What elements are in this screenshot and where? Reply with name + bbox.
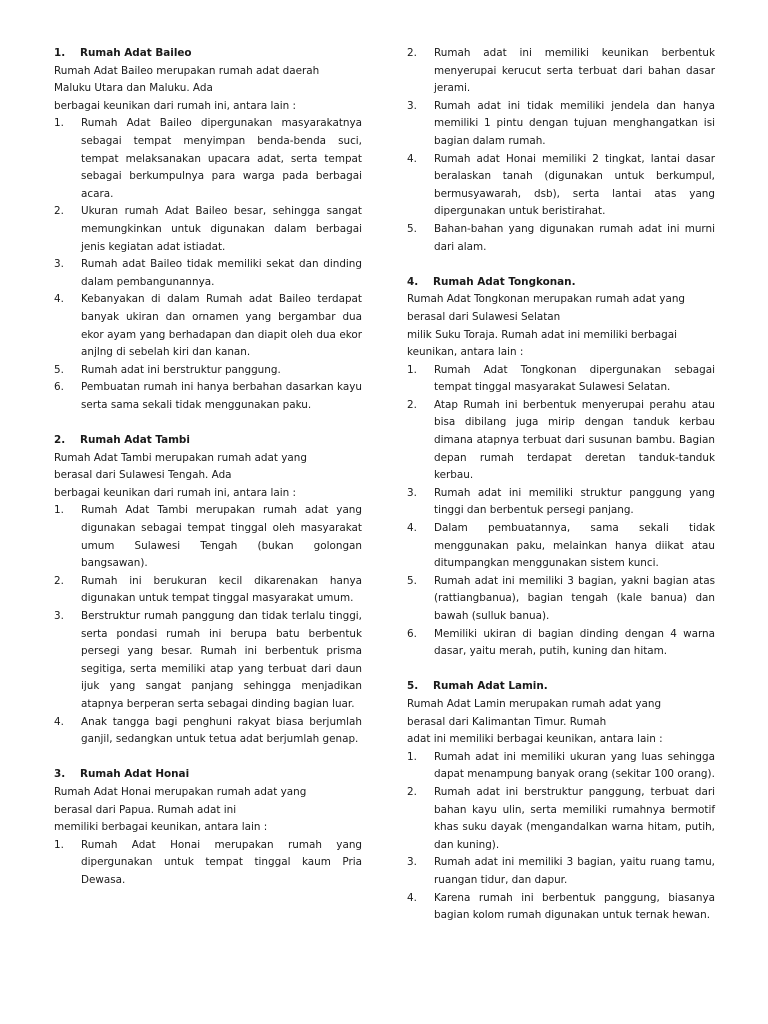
- list-item: [407, 362, 715, 397]
- section: [54, 432, 362, 749]
- item-number: 4.: [54, 715, 64, 728]
- item-text: Rumah Adat Honai merupakan rumah yang dipergunakan untuk tempat tinggal kaum Pria Dewasa.: [81, 838, 362, 886]
- intro-line: milik Suku Toraja. Rumah adat ini memiliki berbagai: [407, 328, 677, 341]
- list-item: [407, 854, 715, 889]
- item-number: 5.: [407, 222, 417, 235]
- section-title: Rumah Adat Tongkonan.: [433, 275, 576, 288]
- item-number: 2.: [407, 785, 417, 798]
- intro-line: berasal dari Papua. Rumah adat ini: [54, 803, 237, 816]
- item-number: 3.: [407, 856, 417, 869]
- item-text: Rumah adat ini memiliki 3 bagian, yaitu ruang tamu, ruangan tidur, dan dapur.: [434, 856, 715, 886]
- list-item: [54, 837, 362, 890]
- item-number: 1.: [407, 363, 417, 376]
- item-text: Karena rumah ini berbentuk panggung, biasanya bagian kolom rumah digunakan untuk ternak hewan.: [434, 891, 715, 922]
- item-number: 6.: [407, 627, 417, 640]
- item-text: Bahan-bahan yang digunakan rumah adat ini murni dari alam.: [434, 222, 715, 253]
- item-text: Rumah adat Honai memiliki 2 tingkat, lantai dasar beralaskan tanah (digunakan untuk berkumpul, bermusyawarah, dsb), serta lantai atas yang dipergunakan untuk beristirahat.: [434, 152, 715, 218]
- intro-line: Rumah Adat Baileo merupakan rumah adat daerah: [54, 64, 320, 77]
- item-number: 2.: [54, 205, 64, 218]
- item-text: Rumah Adat Tambi merupakan rumah adat yang digunakan sebagai tempat tinggal oleh masyarakat umum Sulawesi Tengah (bukan golongan bangsawan).: [81, 504, 362, 570]
- list-item: [407, 520, 715, 573]
- item-text: Rumah adat ini memiliki ukuran yang luas sehingga dapat menampung banyak orang (sekitar 100 orang).: [434, 750, 715, 781]
- item-text: Anak tangga bagi penghuni rakyat biasa berjumlah ganjil, sedangkan untuk tetua adat berjumlah genap.: [81, 715, 362, 746]
- item-number: 4.: [54, 293, 64, 306]
- section-title: Rumah Adat Honai: [80, 768, 190, 781]
- section-title: Rumah Adat Tambi: [80, 434, 190, 447]
- item-number: 3.: [54, 610, 64, 622]
- item-number: 5.: [54, 363, 64, 376]
- item-number: 1.: [54, 504, 64, 517]
- section-number: 2.: [54, 434, 66, 447]
- intro-line: Rumah Adat Tongkonan merupakan rumah adat yang: [407, 293, 686, 306]
- item-number: 4.: [407, 152, 417, 165]
- item-list: [407, 362, 715, 661]
- intro-line: adat ini memiliki berbagai keunikan, antara lain :: [407, 733, 663, 746]
- intro-line: berasal dari Kalimantan Timur. Rumah: [407, 715, 607, 728]
- right-column: [407, 45, 715, 942]
- item-text: Rumah adat ini memiliki keunikan berbentuk menyerupai kerucut serta terbuat dari bahan dasar jerami.: [434, 47, 715, 95]
- list-item: [54, 115, 362, 203]
- intro-line: berasal dari Sulawesi Selatan: [407, 310, 561, 323]
- item-number: 3.: [54, 258, 64, 271]
- item-number: 3.: [407, 99, 417, 112]
- list-item: [54, 502, 362, 572]
- item-text: Dalam pembuatannya, sama sekali tidak menggunakan paku, melainkan hanya diikat atau ditumpangkan menggunakan sistem kunci.: [434, 522, 715, 570]
- item-number: 1.: [407, 750, 417, 763]
- item-text: Berstruktur rumah panggung dan tidak terlalu tinggi, serta pondasi rumah ini berupa batu berbentuk persegi yang besar. Rumah ini berbentuk prisma segitiga, serta memiliki atap yang terbuat dari daun ijuk yang sangat panjang sehingga menjadikan atapnya berperan serta sebagai dinding bagian luar.: [81, 610, 362, 710]
- list-item: [407, 784, 715, 854]
- item-text: Rumah adat ini memiliki 3 bagian, yakni bagian atas (rattiangbanua), bagian tengah (kale banua) dan bawah (sulluk banua).: [434, 574, 715, 622]
- list-item: [407, 626, 715, 661]
- list-item: [407, 890, 715, 925]
- item-number: 2.: [54, 574, 64, 587]
- item-text: Atap Rumah ini berbentuk menyerupai perahu atau bisa dibilang juga mirip dengan tanduk kerbau dimana atapnya terbuat dari susunan bambu. Bagian depan rumah terdapat deretan tanduk-tanduk kerbau.: [434, 398, 715, 482]
- section-heading: [54, 766, 362, 784]
- intro-line: memiliki berbagai keunikan, antara lain :: [54, 821, 268, 834]
- item-text: Memiliki ukiran di bagian dinding dengan 4 warna dasar, yaitu merah, putih, kuning dan hitam.: [434, 627, 715, 658]
- list-item: [407, 485, 715, 520]
- item-text: Rumah adat ini tidak memiliki jendela dan hanya memiliki 1 pintu dengan tujuan menghangatkan isi bagian dalam rumah.: [434, 99, 715, 147]
- item-text: Rumah ini berukuran kecil dikarenakan hanya digunakan untuk tempat tinggal masyarakat umum.: [81, 574, 362, 605]
- list-item: [54, 362, 362, 380]
- list-item: [407, 573, 715, 626]
- item-text: Rumah adat ini berstruktur panggung.: [81, 363, 281, 376]
- section: [54, 766, 362, 889]
- section: [54, 45, 362, 414]
- item-list: [407, 45, 715, 256]
- item-list: [54, 837, 362, 890]
- intro-line: Rumah Adat Honai merupakan rumah adat yang: [54, 785, 307, 798]
- section-number: 5.: [407, 680, 419, 693]
- item-number: 4.: [407, 891, 417, 904]
- item-text: Rumah adat ini memiliki struktur panggung yang tinggi dan berbentuk persegi panjang.: [434, 486, 715, 517]
- item-number: 1.: [54, 117, 64, 130]
- intro-line: Rumah Adat Tambi merupakan rumah adat yang: [54, 451, 307, 464]
- item-text: Pembuatan rumah ini hanya berbahan dasarkan kayu serta sama sekali tidak menggunakan paku.: [81, 381, 362, 411]
- item-list: [407, 749, 715, 925]
- section-heading: [407, 678, 715, 696]
- section-heading: [54, 432, 362, 450]
- item-number: 4.: [407, 522, 417, 535]
- section-heading: [407, 274, 715, 292]
- item-list: [54, 502, 362, 748]
- item-number: 2.: [407, 398, 417, 411]
- section: [407, 45, 715, 256]
- section-title: Rumah Adat Baileo: [80, 47, 192, 59]
- list-item: [407, 151, 715, 221]
- item-text: Rumah adat Baileo tidak memiliki sekat dan dinding dalam pembangunannya.: [81, 258, 362, 288]
- section: [407, 678, 715, 924]
- intro-line: Maluku Utara dan Maluku. Ada: [54, 82, 213, 95]
- list-item: [407, 749, 715, 784]
- intro-line: berbagai keunikan dari rumah ini, antara lain :: [54, 99, 297, 112]
- list-item: [54, 573, 362, 608]
- item-number: 6.: [54, 381, 64, 394]
- intro-line: berasal dari Sulawesi Tengah. Ada: [54, 469, 232, 482]
- list-item: [54, 608, 362, 714]
- list-item: [54, 714, 362, 749]
- list-item: [407, 221, 715, 256]
- section-number: 4.: [407, 275, 419, 288]
- item-number: 3.: [407, 486, 417, 499]
- section-number: 3.: [54, 768, 66, 781]
- section-title: Rumah Adat Lamin.: [433, 680, 548, 693]
- left-column: [54, 45, 362, 907]
- intro-line: keunikan, antara lain :: [407, 346, 524, 359]
- item-number: 2.: [407, 47, 417, 59]
- item-list: [54, 115, 362, 414]
- item-text: Ukuran rumah Adat Baileo besar, sehingga sangat memungkinkan untuk digunakan dalam berbagai jenis kegiatan adat istiadat.: [81, 205, 362, 253]
- section-number: 1.: [54, 47, 66, 59]
- item-text: Rumah Adat Tongkonan dipergunakan sebagai tempat tinggal masyarakat Sulawesi Selatan.: [434, 363, 715, 394]
- list-item: [54, 203, 362, 256]
- section: [407, 274, 715, 661]
- list-item: [54, 379, 362, 414]
- item-number: 1.: [54, 838, 64, 851]
- intro-line: berbagai keunikan dari rumah ini, antara lain :: [54, 486, 297, 499]
- list-item: [407, 98, 715, 151]
- item-text: Kebanyakan di dalam Rumah adat Baileo terdapat banyak ukiran dan ornamen yang bergambar dua ekor ayam yang berhadapan dan diapit oleh dua ekor anjlng di sebelah kiri dan kanan.: [81, 293, 362, 359]
- list-item: [407, 45, 715, 98]
- section-heading: [54, 45, 362, 63]
- item-text: Rumah adat ini berstruktur panggung, terbuat dari bahan kayu ulin, serta memiliki rumahnya bermotif khas suku dayak (mengandalkan warna hitam, putih, dan kuning).: [434, 785, 715, 851]
- intro-line: Rumah Adat Lamin merupakan rumah adat yang: [407, 697, 662, 710]
- list-item: [54, 256, 362, 291]
- item-text: Rumah Adat Baileo dipergunakan masyarakatnya sebagai tempat menyimpan benda-benda suci, tempat melaksanakan upacara adat, serta tempat sebagai berkumpulnya para warga pada berbagai acara.: [81, 117, 362, 200]
- list-item: [407, 397, 715, 485]
- item-number: 5.: [407, 574, 417, 587]
- list-item: [54, 291, 362, 361]
